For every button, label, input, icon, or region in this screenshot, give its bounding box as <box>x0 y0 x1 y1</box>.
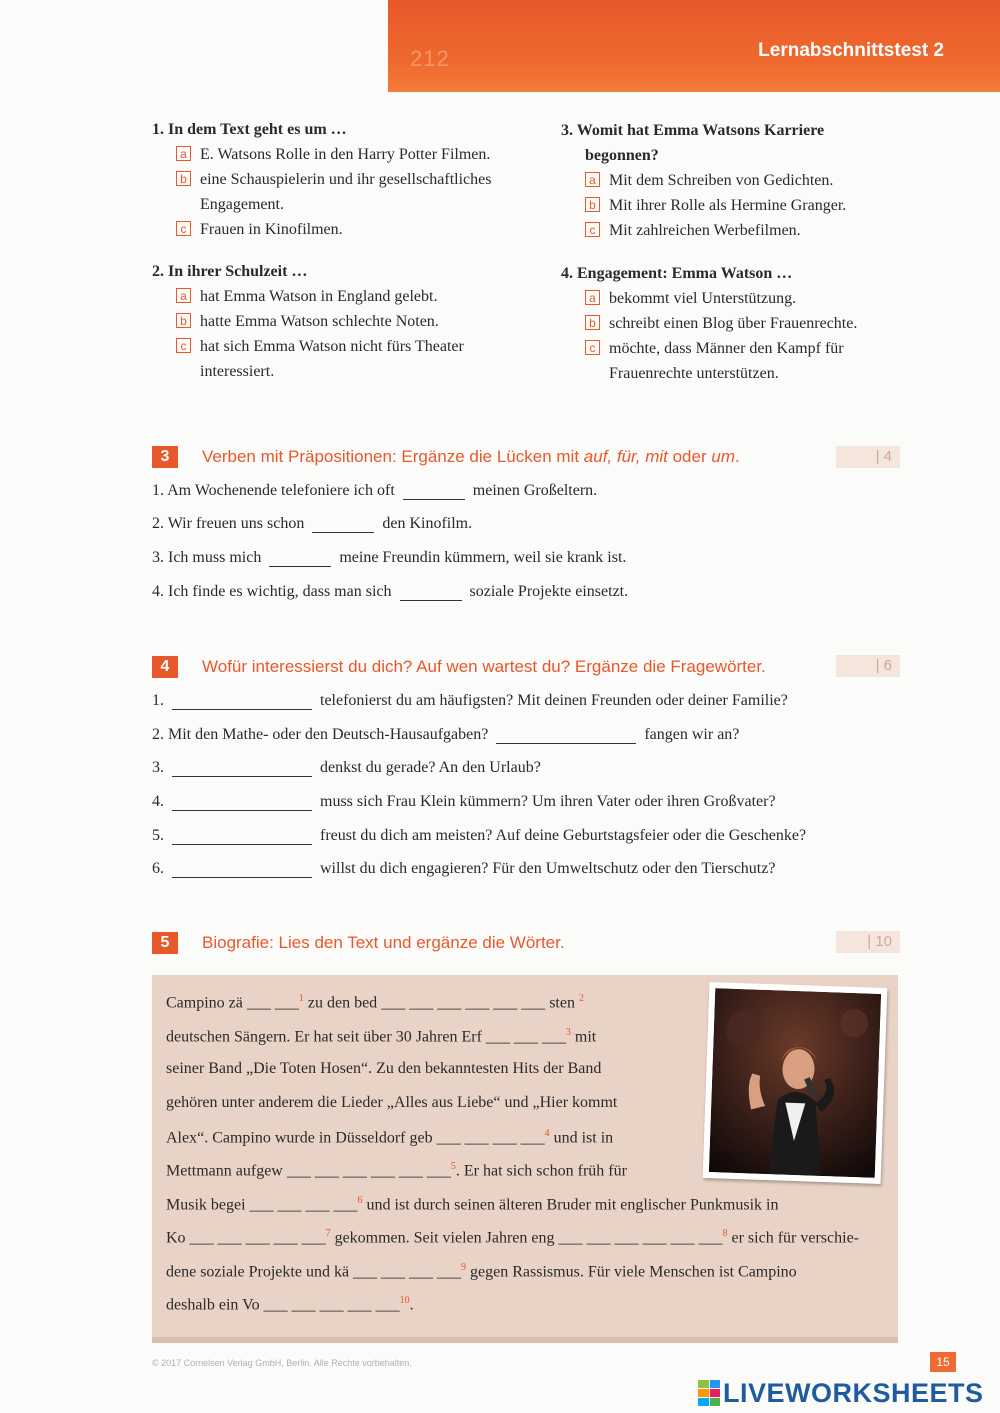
bio-line-7: Musik begei ___ ___ ___ ___$^6$ und ist durch seinen älteren Bruder mit englischer Punkmusik in <box>166 1195 779 1214</box>
section-3-number: 3 <box>152 446 178 468</box>
gap-input[interactable] <box>172 792 312 811</box>
checkbox-b[interactable]: b <box>176 313 191 328</box>
question-1-option-c[interactable]: c Frauen in Kinofilmen. <box>176 217 552 242</box>
section-4-item-3: 3. denkst du gerade? An den Urlaub? <box>152 759 541 776</box>
copyright-notice: © 2017 Cornelsen Verlag GmbH, Berlin. Alle Rechte vorbehalten. <box>152 1358 412 1368</box>
section-3-title: Verben mit Präpositionen: Ergänze die Lücken mit auf, für, mit oder um. <box>202 447 740 466</box>
checkbox-b[interactable]: b <box>585 315 600 330</box>
bio-line-2: deutschen Sängern. Er hat seit über 30 Jahren Erf ___ ___ ___$^3$ mit <box>166 1027 597 1046</box>
gap-8[interactable]: ___ ___ ___ ___ ___ ___ <box>558 1229 723 1247</box>
question-3 <box>561 118 941 243</box>
singer-photo-illustration <box>709 988 881 1178</box>
bio-line-10: deshalb ein Vo ___ ___ ___ ___ ___$^{10}$. <box>166 1295 414 1314</box>
question-1-title: 1. In dem Text geht es um … <box>152 121 347 138</box>
question-2-title: 2. In ihrer Schulzeit … <box>152 263 308 280</box>
gap-9[interactable]: ___ ___ ___ ___ <box>353 1263 462 1281</box>
section-5-header <box>152 930 565 956</box>
question-2-option-a[interactable]: a hat Emma Watson in England gelebt. <box>176 284 552 309</box>
gap-input[interactable] <box>400 582 462 601</box>
gap-10[interactable]: ___ ___ ___ ___ ___ <box>263 1296 400 1314</box>
gap-3[interactable]: ___ ___ ___ <box>485 1028 566 1046</box>
section-3-item-4: 4. Ich finde es wichtig, dass man sich soziale Projekte einsetzt. <box>152 583 629 600</box>
question-4-option-a[interactable]: a bekommt viel Unterstützung. <box>585 286 941 311</box>
gap-input[interactable] <box>172 691 312 710</box>
gap-input[interactable] <box>269 548 331 567</box>
question-2-option-c[interactable]: c hat sich Emma Watson nicht fürs Theater interessiert. <box>176 334 552 384</box>
section-4-item-6: 6. willst du dich engagieren? Für den Umweltschutz oder den Tierschutz? <box>152 860 776 877</box>
section-5-number: 5 <box>152 932 178 954</box>
section-4-score: | 6 <box>836 655 900 677</box>
checkbox-c[interactable]: c <box>176 221 191 236</box>
page-number-badge: 15 <box>930 1352 956 1372</box>
checkbox-c[interactable]: c <box>585 222 600 237</box>
section-5-title: Biografie: Lies den Text und ergänze die Wörter. <box>202 933 565 952</box>
liveworksheets-logo-icon <box>698 1380 720 1406</box>
question-4-option-c[interactable]: c möchte, dass Männer den Kampf für Frauenrechte unterstützen. <box>585 336 941 386</box>
bio-line-4: gehören unter anderem die Lieder „Alles aus Liebe“ und „Hier kommt <box>166 1094 618 1111</box>
page-title: Lernabschnittstest 2 <box>758 40 944 61</box>
question-1 <box>152 117 552 242</box>
liveworksheets-text: LIVEWORKSHEETS <box>723 1377 984 1408</box>
gap-input[interactable] <box>172 758 312 777</box>
checkbox-b[interactable]: b <box>585 197 600 212</box>
section-3-header <box>152 444 740 470</box>
gap-input[interactable] <box>496 725 636 744</box>
gap-5[interactable]: ___ ___ ___ ___ ___ ___ <box>286 1162 451 1180</box>
gap-1[interactable]: ___ ___ <box>246 994 299 1012</box>
section-3-item-3: 3. Ich muss mich meine Freundin kümmern, weil sie krank ist. <box>152 549 627 566</box>
bio-line-3: seiner Band „Die Toten Hosen“. Zu den bekanntesten Hits der Band <box>166 1060 602 1077</box>
question-1-option-b[interactable]: b eine Schauspielerin und ihr gesellschaftliches Engagement. <box>176 167 552 217</box>
question-4-title: 4. Engagement: Emma Watson … <box>561 265 793 282</box>
checkbox-b[interactable]: b <box>176 171 191 186</box>
gap-6[interactable]: ___ ___ ___ ___ <box>249 1196 358 1214</box>
checkbox-a[interactable]: a <box>585 172 600 187</box>
gap-input[interactable] <box>312 514 374 533</box>
section-4-item-1: 1. telefonierst du am häufigsten? Mit deinen Freunden oder deiner Familie? <box>152 692 788 709</box>
section-4-item-2: 2. Mit den Mathe- oder den Deutsch-Hausaufgaben? fangen wir an? <box>152 726 740 743</box>
gap-7[interactable]: ___ ___ ___ ___ ___ <box>189 1229 326 1247</box>
section-5-score: | 10 <box>836 931 900 953</box>
section-3-item-2: 2. Wir freuen uns schon den Kinofilm. <box>152 515 473 532</box>
section-4-header <box>152 654 766 680</box>
question-3-title: 3. Womit hat Emma Watsons Karriere begonnen? <box>561 122 825 164</box>
bio-line-1: Campino zä ___ ___$^1$ zu den bed ___ ___ ___ ___ ___ ___ sten $^2$ <box>166 993 584 1012</box>
checkbox-a[interactable]: a <box>585 290 600 305</box>
section-3-item-1: 1. Am Wochenende telefoniere ich oft meinen Großeltern. <box>152 482 598 499</box>
gap-input[interactable] <box>172 859 312 878</box>
question-3-option-c[interactable]: c Mit zahlreichen Werbefilmen. <box>585 218 941 243</box>
checkbox-a[interactable]: a <box>176 288 191 303</box>
liveworksheets-watermark <box>698 1376 984 1410</box>
gap-input[interactable] <box>403 481 465 500</box>
gap-2[interactable]: ___ ___ ___ ___ ___ ___ <box>381 994 546 1012</box>
question-4 <box>561 261 941 386</box>
section-4-item-5: 5. freust du dich am meisten? Auf deine Geburtstagsfeier oder die Geschenke? <box>152 827 807 844</box>
question-2-option-b[interactable]: b hatte Emma Watson schlechte Noten. <box>176 309 552 334</box>
question-3-option-a[interactable]: a Mit dem Schreiben von Gedichten. <box>585 168 941 193</box>
bio-line-9: dene soziale Projekte und kä ___ ___ ___ ___$^9$ gegen Rassismus. Für viele Menschen ist Campino <box>166 1262 797 1281</box>
bio-line-5: Alex“. Campino wurde in Düsseldorf geb ___ ___ ___ ___$^4$ und ist in <box>166 1128 614 1147</box>
bio-line-8: Ko ___ ___ ___ ___ ___$^7$ gekommen. Seit vielen Jahren eng ___ ___ ___ ___ ___ ___$^8$ er sich für verschie- <box>166 1228 859 1247</box>
section-4-title: Wofür interessierst du dich? Auf wen wartest du? Ergänze die Fragewörter. <box>202 657 766 676</box>
section-3-score: | 4 <box>836 446 900 468</box>
checkbox-c[interactable]: c <box>585 340 600 355</box>
section-4-item-4: 4. muss sich Frau Klein kümmern? Um ihren Vater oder ihren Großvater? <box>152 793 776 810</box>
gap-input[interactable] <box>172 826 312 845</box>
bio-line-6: Mettmann aufgew ___ ___ ___ ___ ___ ___$^5$. Er hat sich schon früh für <box>166 1161 627 1180</box>
question-2 <box>152 259 552 384</box>
checkbox-c[interactable]: c <box>176 338 191 353</box>
header-page-number: 212 <box>410 46 450 71</box>
gap-4[interactable]: ___ ___ ___ ___ <box>436 1129 545 1147</box>
singer-photo <box>703 982 888 1184</box>
question-1-option-a[interactable]: a E. Watsons Rolle in den Harry Potter Filmen. <box>176 142 552 167</box>
question-4-option-b[interactable]: b schreibt einen Blog über Frauenrechte. <box>585 311 941 336</box>
section-4-number: 4 <box>152 656 178 678</box>
question-3-option-b[interactable]: b Mit ihrer Rolle als Hermine Granger. <box>585 193 941 218</box>
checkbox-a[interactable]: a <box>176 146 191 161</box>
